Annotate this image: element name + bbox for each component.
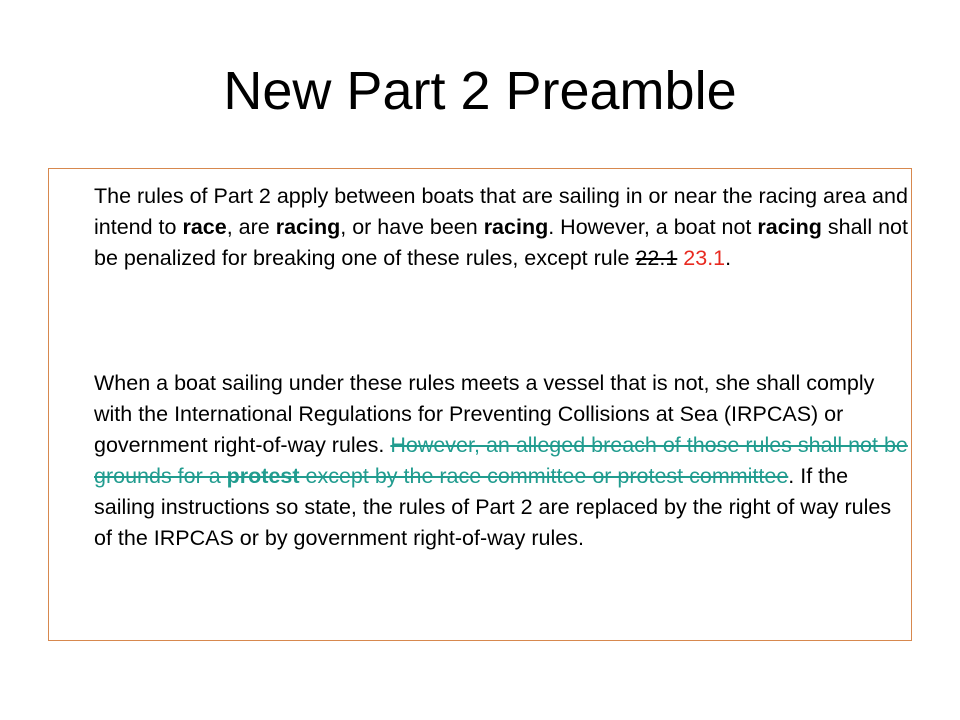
defined-term-racing: racing bbox=[275, 215, 341, 239]
deleted-text: However, an alleged breach of those rules shall not be grounds for a bbox=[94, 433, 908, 488]
paragraph-irpcas bbox=[94, 368, 909, 554]
defined-term-racing: racing bbox=[757, 215, 822, 239]
content-box bbox=[48, 168, 912, 641]
inserted-rule-number: 23.1 bbox=[683, 246, 726, 270]
paragraph-text: . However, a boat not bbox=[548, 215, 758, 239]
deleted-text: except by the race committee or protest committee bbox=[299, 464, 789, 488]
paragraph-text: , are bbox=[226, 215, 276, 239]
paragraph-text: When a boat sailing under these rules meets a vessel that is not, she shall comply with the International Regulations for Preventing Collisions at Sea (IRPCAS) or government right-of-way rules. bbox=[94, 371, 875, 457]
paragraph-text: , or have been bbox=[340, 215, 484, 239]
slide-title: New Part 2 Preamble bbox=[223, 61, 737, 121]
deleted-rule-number: 22.1 bbox=[635, 246, 678, 270]
paragraph-text: shall not be penalized for breaking one of these rules, except rule bbox=[94, 215, 908, 270]
paragraph-text: . bbox=[725, 246, 732, 270]
paragraph-scope bbox=[94, 181, 909, 274]
paragraph-text: . If the sailing instructions so state, the rules of Part 2 are replaced by the right of way rules of the IRPCAS or by government right-of-way rules. bbox=[94, 464, 892, 550]
defined-term-race: race bbox=[182, 215, 227, 239]
paragraph-text: The rules of Part 2 apply between boats that are sailing in or near the racing area and intend to bbox=[94, 184, 908, 239]
deleted-defined-term-protest: protest bbox=[226, 464, 300, 488]
defined-term-racing: racing bbox=[483, 215, 549, 239]
